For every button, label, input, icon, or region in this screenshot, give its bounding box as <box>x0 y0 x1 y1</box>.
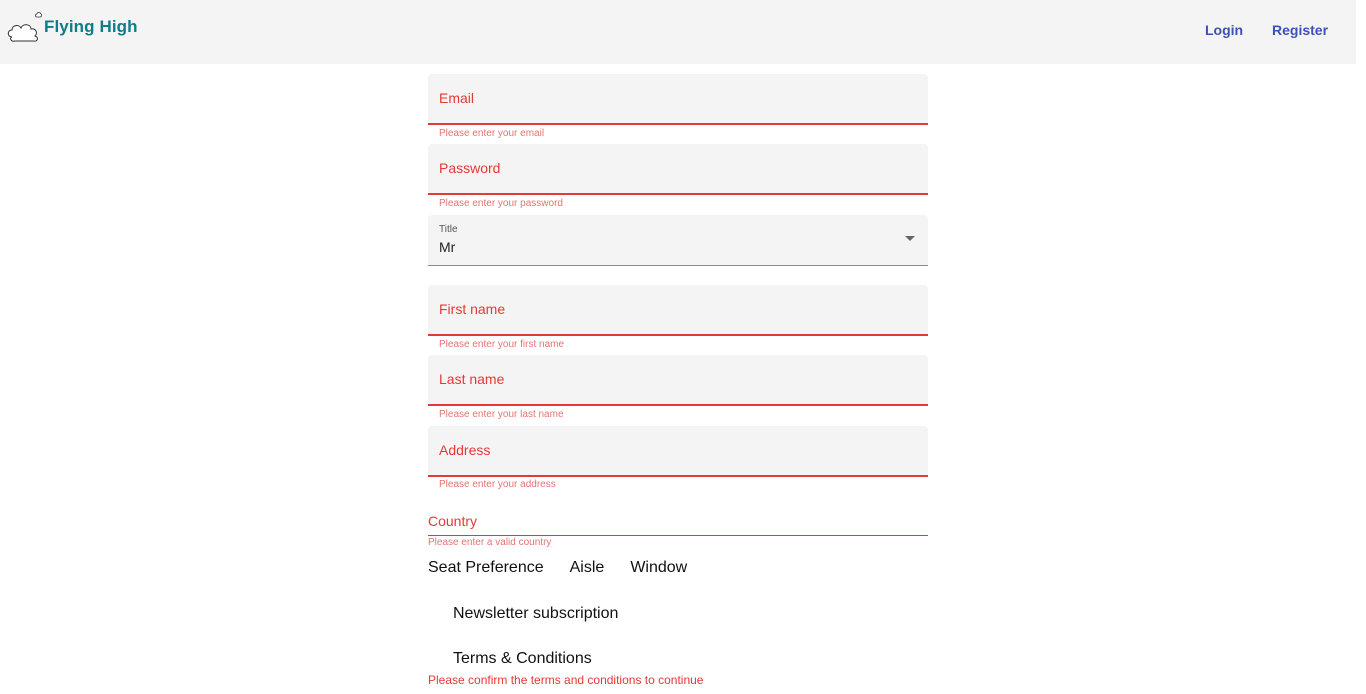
address-field[interactable] <box>428 426 928 477</box>
email-label: Email <box>439 90 475 106</box>
newsletter-checkbox[interactable] <box>453 605 618 623</box>
title-label: Title <box>439 224 458 235</box>
first-name-error: Please enter your first name <box>439 339 565 350</box>
terms-checkbox[interactable] <box>453 650 592 668</box>
seat-option-aisle[interactable]: Aisle <box>569 559 605 576</box>
email-error: Please enter your email <box>439 128 545 139</box>
last-name-field[interactable] <box>428 355 928 406</box>
country-field[interactable] <box>428 504 928 536</box>
country-error: Please enter a valid country <box>428 537 552 548</box>
password-error: Please enter your password <box>439 198 563 209</box>
cloud-logo-icon <box>6 11 42 43</box>
address-error: Please enter your address <box>439 479 556 490</box>
terms-label: Terms & Conditions <box>453 650 592 667</box>
brand-logo[interactable] <box>6 10 138 44</box>
last-name-error: Please enter your last name <box>439 409 564 420</box>
top-navigation-bar <box>0 0 1356 64</box>
login-link[interactable]: Login <box>1205 22 1244 38</box>
register-link[interactable]: Register <box>1272 22 1329 38</box>
address-label: Address <box>439 442 491 458</box>
seat-preference-group <box>428 559 687 577</box>
country-label: Country <box>428 513 478 529</box>
dropdown-arrow-icon <box>905 236 915 241</box>
title-value: Mr <box>439 239 456 255</box>
seat-option-window[interactable]: Window <box>630 559 688 576</box>
last-name-label: Last name <box>439 371 505 387</box>
newsletter-label: Newsletter subscription <box>453 605 619 622</box>
scrollbar[interactable] <box>1356 0 1366 694</box>
password-label: Password <box>439 160 501 176</box>
email-field[interactable] <box>428 74 928 125</box>
seat-preference-label: Seat Preference <box>428 559 544 576</box>
password-field[interactable] <box>428 144 928 195</box>
first-name-label: First name <box>439 301 506 317</box>
brand-name: Flying High <box>44 17 138 36</box>
title-select[interactable] <box>428 215 928 266</box>
terms-error: Please confirm the terms and conditions to continue <box>428 673 704 687</box>
first-name-field[interactable] <box>428 285 928 336</box>
